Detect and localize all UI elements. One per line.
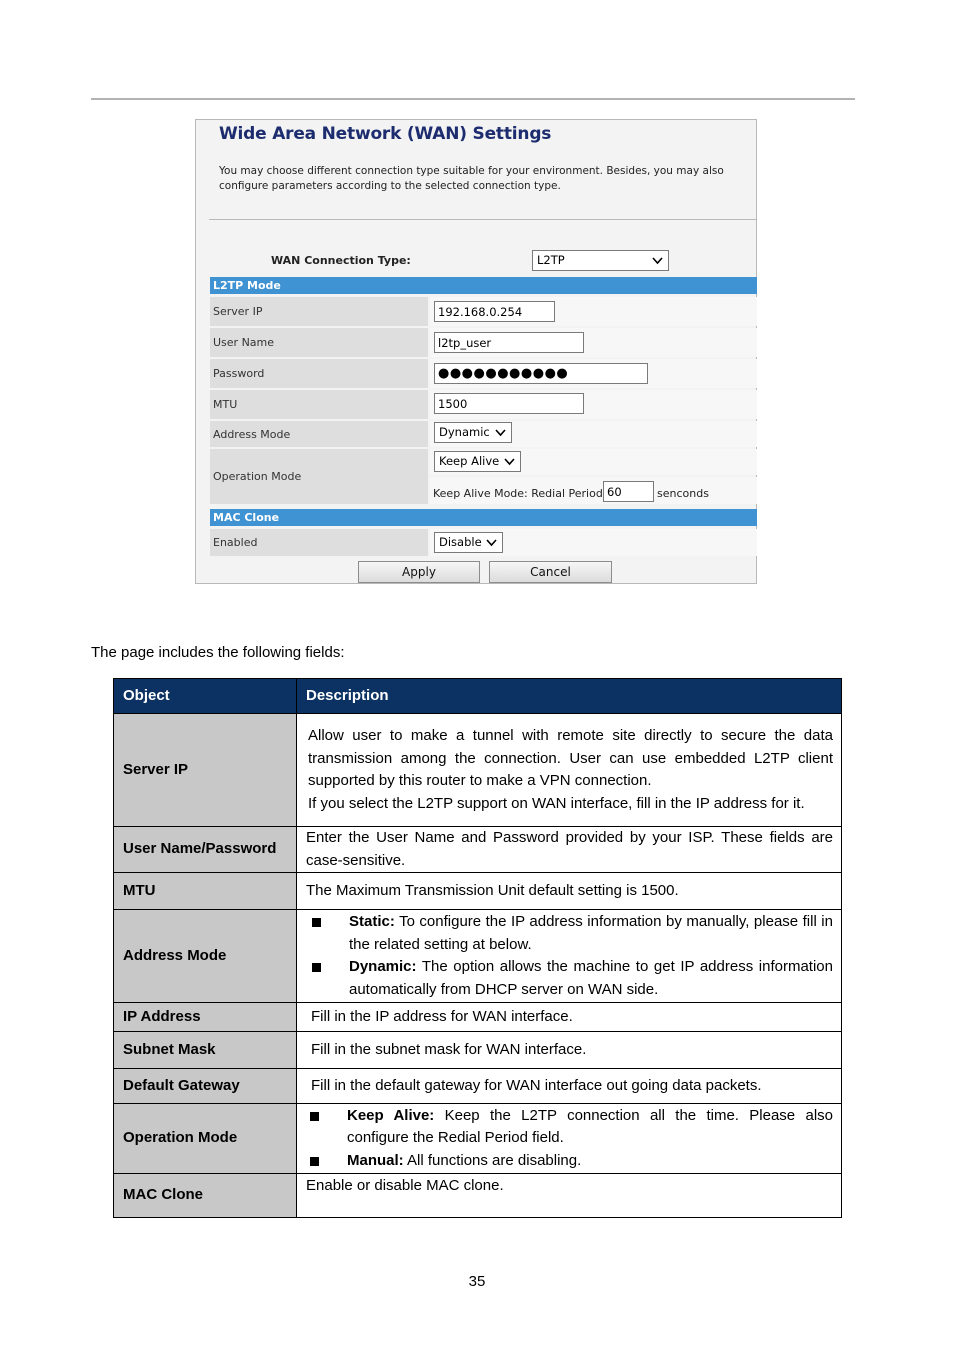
intro-text: The page includes the following fields: <box>91 644 345 661</box>
row-object: IP Address <box>114 1003 297 1032</box>
redial-period-label: Keep Alive Mode: Redial Period <box>433 487 603 500</box>
top-rule <box>91 98 855 100</box>
row-object: Server IP <box>114 714 297 827</box>
chevron-down-icon <box>485 536 498 549</box>
connection-type-select[interactable] <box>532 250 669 271</box>
manual-term: Manual: <box>347 1151 404 1169</box>
cancel-button[interactable]: Cancel <box>489 561 612 583</box>
operation-mode-label: Operation Mode <box>210 449 428 504</box>
row-description: Enable or disable MAC clone. <box>297 1174 842 1218</box>
row-object: MTU <box>114 873 297 910</box>
static-term: Static: <box>349 913 395 930</box>
redial-period-unit: senconds <box>657 487 709 500</box>
page-number: 35 <box>468 1273 486 1290</box>
dynamic-desc: The option allows the machine to get IP address information automatically from DHCP server on WAN side. <box>349 958 833 998</box>
table-row <box>114 827 842 873</box>
table-row <box>114 873 842 910</box>
mac-clone-select[interactable] <box>434 532 503 553</box>
address-mode-label: Address Mode <box>210 421 428 447</box>
server-ip-label: Server IP <box>210 297 428 326</box>
chevron-down-icon <box>503 455 516 468</box>
row-description: Fill in the default gateway for WAN interface out going data packets. <box>297 1069 842 1104</box>
table-row <box>114 1003 842 1032</box>
row-description: Fill in the IP address for WAN interface. <box>297 1003 842 1032</box>
user-name-label: User Name <box>210 328 428 357</box>
row-object: Address Mode <box>114 910 297 1003</box>
mtu-label: MTU <box>210 390 428 419</box>
server-ip-input[interactable] <box>434 301 555 322</box>
header-description: Description <box>297 679 842 714</box>
row-description: Fill in the subnet mask for WAN interface. <box>297 1032 842 1069</box>
server-ip-desc-1: Allow user to make a tunnel with remote site directly to secure the data transmission among the connection. User can use embedded L2TP client supported by this router to make a VPN connection. <box>308 727 833 789</box>
apply-button[interactable]: Apply <box>358 561 480 583</box>
bullet-keep-alive <box>307 1105 833 1150</box>
row-description: Enter the User Name and Password provided by your ISP. These fields are case-sensitive. <box>297 827 842 873</box>
keep-alive-term: Keep Alive: <box>347 1106 435 1124</box>
bullet-static <box>309 911 833 956</box>
row-object: Subnet Mask <box>114 1032 297 1069</box>
row-description: The Maximum Transmission Unit default setting is 1500. <box>297 873 842 910</box>
panel-title: Wide Area Network (WAN) Settings <box>219 124 552 144</box>
manual-desc: All functions are disabling. <box>403 1151 582 1169</box>
row-object: User Name/Password <box>114 827 297 873</box>
table-header-row <box>114 679 842 714</box>
keep-alive-desc: Keep the L2TP connection all the time. Please also configure the Redial Period field. <box>347 1106 833 1147</box>
row-object: MAC Clone <box>114 1174 297 1218</box>
password-input[interactable]: ●●●●●●●●●●● <box>434 363 648 384</box>
mtu-input[interactable] <box>434 393 584 414</box>
dynamic-term: Dynamic: <box>349 958 417 975</box>
table-row <box>114 714 842 827</box>
mac-clone-value: Disable <box>439 535 482 549</box>
connection-type-label: WAN Connection Type: <box>271 254 411 267</box>
header-object: Object <box>114 679 297 714</box>
table-row <box>114 1032 842 1069</box>
row-object: Default Gateway <box>114 1069 297 1104</box>
section-mac-clone: MAC Clone <box>210 509 757 526</box>
section-l2tp-mode: L2TP Mode <box>210 277 757 294</box>
panel-description: You may choose different connection type suitable for your environment. Besides, you may also configure parameters according to the selected connection type. <box>219 165 724 192</box>
row-description <box>297 1104 842 1174</box>
table-row <box>114 1104 842 1174</box>
table-row <box>114 1174 842 1218</box>
password-label: Password <box>210 359 428 388</box>
row-description <box>297 714 842 827</box>
operation-mode-value: Keep Alive <box>439 454 500 468</box>
row-description <box>297 910 842 1003</box>
redial-period-input[interactable] <box>603 481 654 502</box>
server-ip-desc-2: If you select the L2TP support on WAN interface, fill in the IP address for it. <box>308 794 805 812</box>
address-mode-select[interactable] <box>434 422 512 443</box>
table-row <box>114 910 842 1003</box>
chevron-down-icon <box>494 426 507 439</box>
panel-separator <box>209 219 757 220</box>
user-name-input[interactable] <box>434 332 584 353</box>
table-row <box>114 1069 842 1104</box>
enabled-label: Enabled <box>210 529 428 556</box>
static-desc: To configure the IP address information by manually, please fill in the related setting at below. <box>349 913 833 953</box>
address-mode-value: Dynamic <box>439 425 490 439</box>
bullet-dynamic <box>309 956 833 1001</box>
operation-mode-select[interactable] <box>434 451 521 472</box>
connection-type-value: L2TP <box>537 253 565 267</box>
row-object: Operation Mode <box>114 1104 297 1174</box>
chevron-down-icon <box>651 254 664 267</box>
wan-settings-panel <box>195 119 757 584</box>
fields-table <box>113 678 842 1218</box>
bullet-manual <box>307 1150 833 1173</box>
